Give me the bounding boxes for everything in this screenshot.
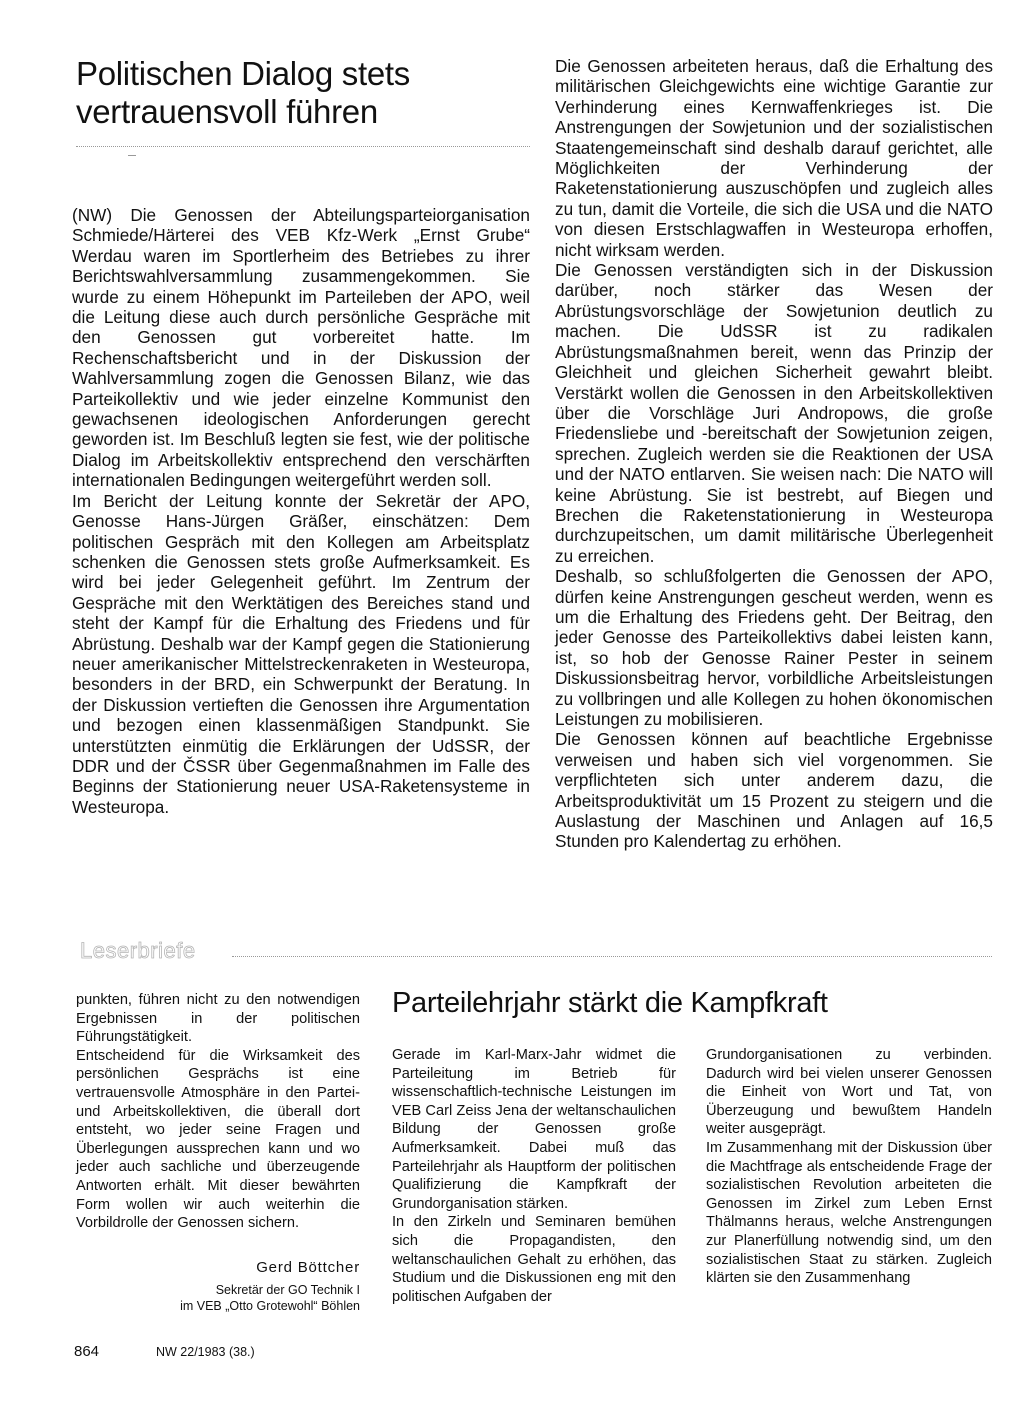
author-role-line: Sekretär der GO Technik I	[215, 1283, 360, 1297]
letter-author: Gerd Böttcher	[256, 1259, 360, 1276]
issue-label: NW 22/1983 (38.)	[156, 1345, 255, 1359]
paragraph: Gerade im Karl-Marx-Jahr widmet die Parteileitung im Betrieb für wissenschaftlich-technische Leistungen im VEB Carl Zeiss Jena der weltanschaulichen Bildung der Genossen große Aufmerksamkeit. Dabei muß das Parteilehrjahr als Hauptform der politischen Qualifizierung die Kampfkraft der Grundorganisation stärken.	[392, 1047, 676, 1212]
section-rule	[232, 956, 992, 957]
section-rubric: Leserbriefe	[80, 938, 196, 963]
article-headline: Parteilehrjahr stärkt die Kampfkraft	[392, 987, 828, 1019]
page-number: 864	[74, 1343, 100, 1360]
author-role-line: im VEB „Otto Grotewohl“ Böhlen	[180, 1299, 360, 1313]
paragraph: Grundorganisationen zu verbinden. Dadurch wird bei vielen unserer Genossen die Einheit von Wort und Tat, von Überzeugung und bewußtem Handeln weiter ausgeprägt.	[706, 1047, 992, 1138]
letter-column	[76, 991, 360, 1233]
headline-rule	[76, 146, 530, 147]
article-headline: Politischen Dialog stets vertrauensvoll führen	[76, 55, 410, 130]
article-column-left	[392, 1046, 676, 1306]
divider-mark	[128, 155, 136, 156]
paragraph: Entscheidend für die Wirksamkeit des persönlichen Gesprächs ist eine vertrauensvolle Atmosphäre in den Partei- und Arbeitskollektiven, die überall dort entsteht, wo jeder seine Fragen und Überlegungen aussprechen kann und wo jeder auch sachliche und überzeugende Antworten erhält. Mit dieser bewährten Form wollen wir auch weiterhin die Vorbildrolle der Genossen sichern.	[76, 1047, 360, 1232]
article-column-left	[72, 205, 530, 817]
paragraph: Die Genossen arbeiteten heraus, daß die Erhaltung des militärischen Gleichgewichts eine wichtige Garantie zur Verhinderung eines Kernwaffenkrieges ist. Die Anstrengungen der Sowjetunion und der sozialistischen Staatengemeinschaft sind deshalb darauf gerichtet, alle Möglichkeiten der Verhinderung der Raketenstationierung auszuschöpfen und zugleich alles zu tun, damit die Vorteile, die sich die USA und die NATO von diesen Erstschlagwaffen in Westeuropa erhoffen, nicht wirksam werden.	[555, 56, 993, 260]
paragraph: punkten, führen nicht zu den notwendigen Ergebnissen in der politischen Führungstätigkeit.	[76, 992, 360, 1046]
paragraph: (NW) Die Genossen der Abteilungsparteiorganisation Schmiede/Härterei des VEB Kfz-Werk „Ernst Grube“ Werdau waren im Sportlerheim des Betriebes zu ihrer Berichtswahlversammlung zusammengekommen. Sie wurde zu einem Höhepunkt im Parteileben der APO, weil die Leitung diese auch durch persönliche Gespräche mit den Genossen gut vorbereitet hatte. Im Rechenschaftsbericht und in der Diskussion der Wahlversammlung zogen die Genossen Bilanz, wie das Parteikollektiv und wie jeder einzelne Kommunist den gewachsenen ideologischen Anforderungen gerecht geworden ist. Im Beschluß legten sie fest, wie der politische Dialog im Arbeitskollektiv entsprechend den verschärften internationalen Bedingungen weitergeführt werden soll.	[72, 205, 530, 491]
article-column-right	[706, 1046, 992, 1288]
paragraph: Deshalb, so schlußfolgerten die Genossen der APO, dürfen keine Anstrengungen gescheut werden, wenn es um die Erhaltung des Friedens geht. Der Beitrag, den jeder Genosse des Parteikollektivs dabei leisten kann, ist, so hob der Genosse Rainer Pester in seinem Diskussionsbeitrag hervor, vorbildliche Arbeitsleistungen zu vollbringen und alle Kollegen zu hohen ökonomischen Leistungen zu mobilisieren.	[555, 566, 993, 729]
paragraph: In den Zirkeln und Seminaren bemühen sich die Propagandisten, den weltanschaulichen Gehalt zu erhöhen, das Studium und die Diskussionen eng mit den politischen Aufgaben der	[392, 1214, 676, 1305]
paragraph: Im Bericht der Leitung konnte der Sekretär der APO, Genosse Hans-Jürgen Gräßer, einschätzen: Dem politischen Gespräch mit den Kollegen am Arbeitsplatz schenken die Genossen stets große Aufmerksamkeit. Es wird bei jeder Gelegenheit geführt. Im Zentrum der Gespräche mit den Werktätigen des Bereiches stand und steht der Kampf für die Erhaltung des Friedens und für Abrüstung. Deshalb war der Kampf gegen die Stationierung neuer amerikanischer Mittelstreckenraketen in Westeuropa, besonders in der BRD, ein Schwerpunkt der Beratung. In der Diskussion vertieften die Genossen ihre Argumentation und bezogen einen klassenmäßigen Standpunkt. Sie unterstützten einmütig die Erklärungen der UdSSR, der DDR und der ČSSR über Gegenmaßnahmen im Falle des Beginns der Stationierung neuer USA-Raketensysteme in Westeuropa.	[72, 490, 530, 817]
paragraph: Die Genossen verständigten sich in der Diskussion darüber, noch stärker das Wesen der Abrüstungsvorschläge der Sowjetunion deutlich zu machen. Die UdSSR ist zu radikalen Abrüstungsmaßnahmen bereit, wenn das Prinzip der Gleichheit und gleichen Sicherheit gewahrt bleibt. Verstärkt wollen die Genossen in den Arbeitskollektiven über die Vorschläge Juri Andropows, die große Friedensliebe und -bereitschaft der Sowjetunion zeigen, sprechen. Zugleich werden sie die Reaktionen der USA und der NATO entlarven. Sie weisen nach: Die NATO will keine Abrüstung. Sie ist bestrebt, auf Biegen und Brechen die Raketenstationierung in Westeuropa durchzupeitschen, um damit militärische Überlegenheit zu erreichen.	[555, 260, 993, 566]
letter-author-role	[180, 1282, 360, 1314]
paragraph: Im Zusammenhang mit der Diskussion über die Machtfrage als entscheidende Frage der sozialistischen Revolution arbeiteten die Genossen im Zirkel zum Leben Ernst Thälmanns heraus, welche Anstrengungen zur Planerfüllung notwendig sind, um den sozialistischen Staat zu stärken. Zugleich klärten sie den Zusammenhang	[706, 1139, 992, 1287]
article-column-right	[555, 56, 993, 852]
paragraph: Die Genossen können auf beachtliche Ergebnisse verweisen und haben sich viel vorgenommen. Sie verpflichteten sich unter anderem dazu, die Arbeitsproduktivität um 15 Prozent zu steigern und die Auslastung der Maschinen und Anlagen auf 16,5 Stunden pro Kalendertag zu erhöhen.	[555, 729, 993, 852]
